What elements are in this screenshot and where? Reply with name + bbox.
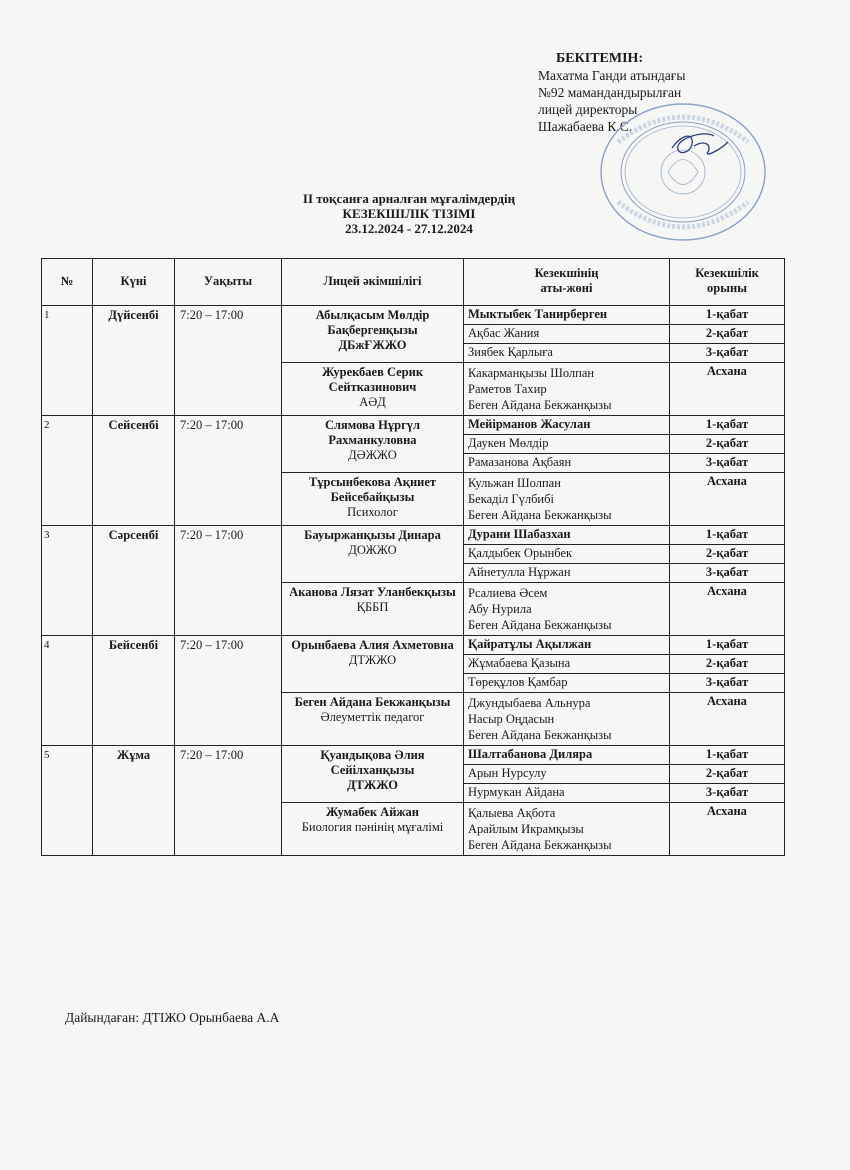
admin-name: Бауыржанқызы Динара (304, 528, 441, 542)
canteen-duty-list (464, 473, 670, 526)
duty-person: Арын Нурсулу (464, 765, 670, 784)
director-signature (664, 126, 734, 166)
duty-person: Абу Нурила (468, 602, 532, 616)
duty-person: Төреқұлов Қамбар (464, 674, 670, 693)
duty-place: 2-қабат (670, 655, 785, 674)
approval-heading: БЕКІТЕМІН: (556, 51, 644, 66)
table-row (42, 746, 785, 765)
admin-name: Абылқасым Мөлдір Бақбергенқызы (315, 308, 430, 337)
duty-time: 7:20 – 17:00 (175, 416, 282, 526)
admin-cell (282, 526, 464, 583)
approval-line: №92 мамандандырылған (538, 85, 682, 100)
admin-cell (282, 636, 464, 693)
table-row (42, 636, 785, 655)
admin-name: Слямова Нұргүл Рахманкуловна (324, 418, 421, 447)
admin-role: АӘД (359, 395, 386, 409)
duty-place: 1-қабат (670, 636, 785, 655)
header-duty-name: Кезекшінің аты-жөні (464, 259, 670, 306)
admin-role: ДТЖЖО (348, 653, 397, 667)
day-number: 4 (42, 636, 93, 746)
admin-role: ДТЖЖО (346, 778, 399, 792)
duty-person: Шалтабанова Диляра (464, 746, 670, 765)
admin-role: Әлеуметтік педагог (320, 710, 425, 724)
duty-person: Мыктыбек Танирберген (464, 306, 670, 325)
admin-name: Журекбаев Серик Сейтказинович (321, 365, 424, 394)
duty-person: Қайратұлы Ақылжан (464, 636, 670, 655)
duty-place: 3-қабат (670, 454, 785, 473)
day-name: Сейсенбі (93, 416, 175, 526)
admin-role: ДБжҒЖЖО (338, 338, 407, 352)
duty-place: 2-қабат (670, 435, 785, 454)
admin-cell (282, 306, 464, 363)
duty-person: Рамазанова Ақбаян (464, 454, 670, 473)
admin-role: Биология пәнінің мұғалімі (301, 820, 444, 834)
title-heading: КЕЗЕКШІЛІК ТІЗІМІ (342, 206, 476, 221)
admin-name: Тұрсынбекова Ақниет Бейсебайқызы (308, 475, 437, 504)
admin-cell (282, 583, 464, 636)
duty-place: 3-қабат (670, 564, 785, 583)
duty-person: Беген Айдана Бекжанқызы (468, 618, 612, 632)
approval-signer: Шажабаева К.С. (538, 119, 633, 134)
duty-place: Асхана (670, 473, 785, 526)
table-row (42, 416, 785, 435)
duty-person: Қалыева Ақбота (468, 806, 556, 820)
duty-person: Қалдыбек Орынбек (464, 545, 670, 564)
admin-cell (282, 416, 464, 473)
duty-time: 7:20 – 17:00 (175, 526, 282, 636)
prepared-by: Дайындаған: ДТІЖО Орынбаева А.А (65, 1010, 280, 1025)
duty-person: Арайлым Икрамқызы (468, 822, 584, 836)
duty-person: Айнетулла Нұржан (464, 564, 670, 583)
duty-schedule-table (41, 258, 785, 856)
day-name: Сәрсенбі (93, 526, 175, 636)
canteen-duty-list (464, 803, 670, 856)
duty-time: 7:20 – 17:00 (175, 306, 282, 416)
duty-place: 1-қабат (670, 526, 785, 545)
duty-time: 7:20 – 17:00 (175, 636, 282, 746)
duty-person: Джундыбаева Альнура (468, 696, 591, 710)
admin-name: Жумабек Айжан (326, 805, 419, 819)
admin-name: Беген Айдана Бекжанқызы (294, 695, 451, 709)
duty-person: Раметов Тахир (468, 382, 547, 396)
duty-person: Беген Айдана Бекжанқызы (468, 508, 612, 522)
admin-cell (282, 693, 464, 746)
header-duty-place: Кезекшілік орыны (670, 259, 785, 306)
official-seal-stamp (598, 102, 768, 242)
duty-place: 2-қабат (670, 325, 785, 344)
day-number: 1 (42, 306, 93, 416)
duty-place: 2-қабат (670, 545, 785, 564)
duty-place: 1-қабат (670, 306, 785, 325)
admin-role: ДӘЖЖО (348, 448, 397, 462)
duty-place: 1-қабат (670, 416, 785, 435)
duty-person: Дурани Шабазхан (464, 526, 670, 545)
duty-person: Беген Айдана Бекжанқызы (468, 728, 612, 742)
duty-place: 2-қабат (670, 765, 785, 784)
canteen-duty-list (464, 363, 670, 416)
duty-person: Мейірманов Жасулан (464, 416, 670, 435)
admin-cell (282, 363, 464, 416)
duty-place: 3-қабат (670, 784, 785, 803)
admin-role: Психолог (347, 505, 398, 519)
duty-person: Зиябек Қарлыға (464, 344, 670, 363)
table-header-row (42, 259, 785, 306)
canteen-duty-list (464, 583, 670, 636)
admin-name: Аканова Лязат Уланбекқызы (289, 585, 456, 599)
duty-person: Жұмабаева Қазына (464, 655, 670, 674)
duty-time: 7:20 – 17:00 (175, 746, 282, 856)
table-row (42, 306, 785, 325)
header-day: Күні (93, 259, 175, 306)
day-name: Бейсенбі (93, 636, 175, 746)
table-row (42, 526, 785, 545)
header-time: Уақыты (175, 259, 282, 306)
day-number: 2 (42, 416, 93, 526)
duty-place: Асхана (670, 363, 785, 416)
duty-place: Асхана (670, 693, 785, 746)
duty-person: Кульжан Шолпан (468, 476, 561, 490)
title-line: ІІ тоқсанға арналған мұғалімдердің (302, 191, 516, 206)
canteen-duty-list (464, 693, 670, 746)
header-admin: Лицей әкімшілігі (282, 259, 464, 306)
day-name: Жұма (93, 746, 175, 856)
duty-person: Какарманқызы Шолпан (468, 366, 595, 380)
day-number: 3 (42, 526, 93, 636)
duty-person: Нурмукан Айдана (464, 784, 670, 803)
header-number: № (42, 259, 93, 306)
admin-cell (282, 473, 464, 526)
duty-person: Даукен Мөлдір (464, 435, 670, 454)
duty-place: 1-қабат (670, 746, 785, 765)
admin-cell (282, 746, 464, 803)
admin-name: Орынбаева Алия Ахметовна (291, 638, 454, 652)
admin-role: ДОЖЖО (348, 543, 397, 557)
duty-person: Беген Айдана Бекжанқызы (468, 398, 612, 412)
day-name: Дүйсенбі (93, 306, 175, 416)
document-title (214, 191, 604, 236)
duty-person: Ақбас Жания (464, 325, 670, 344)
approval-line: Махатма Ганди атындағы (538, 68, 686, 83)
duty-person: Беген Айдана Бекжанқызы (468, 838, 612, 852)
duty-person: Бекаділ Гүлбибі (468, 492, 554, 506)
duty-place: 3-қабат (670, 674, 785, 693)
admin-role: ҚББП (356, 600, 389, 614)
approval-line: лицей директоры (538, 102, 638, 117)
day-number: 5 (42, 746, 93, 856)
duty-person: Насыр Оңдасын (468, 712, 555, 726)
title-date-range: 23.12.2024 - 27.12.2024 (345, 221, 473, 236)
duty-place: Асхана (670, 583, 785, 636)
admin-name: Қуандықова Әлия Сейілханқызы (320, 748, 425, 777)
duty-place: 3-қабат (670, 344, 785, 363)
admin-cell (282, 803, 464, 856)
duty-person: Рсалиева Әсем (468, 586, 548, 600)
duty-place: Асхана (670, 803, 785, 856)
